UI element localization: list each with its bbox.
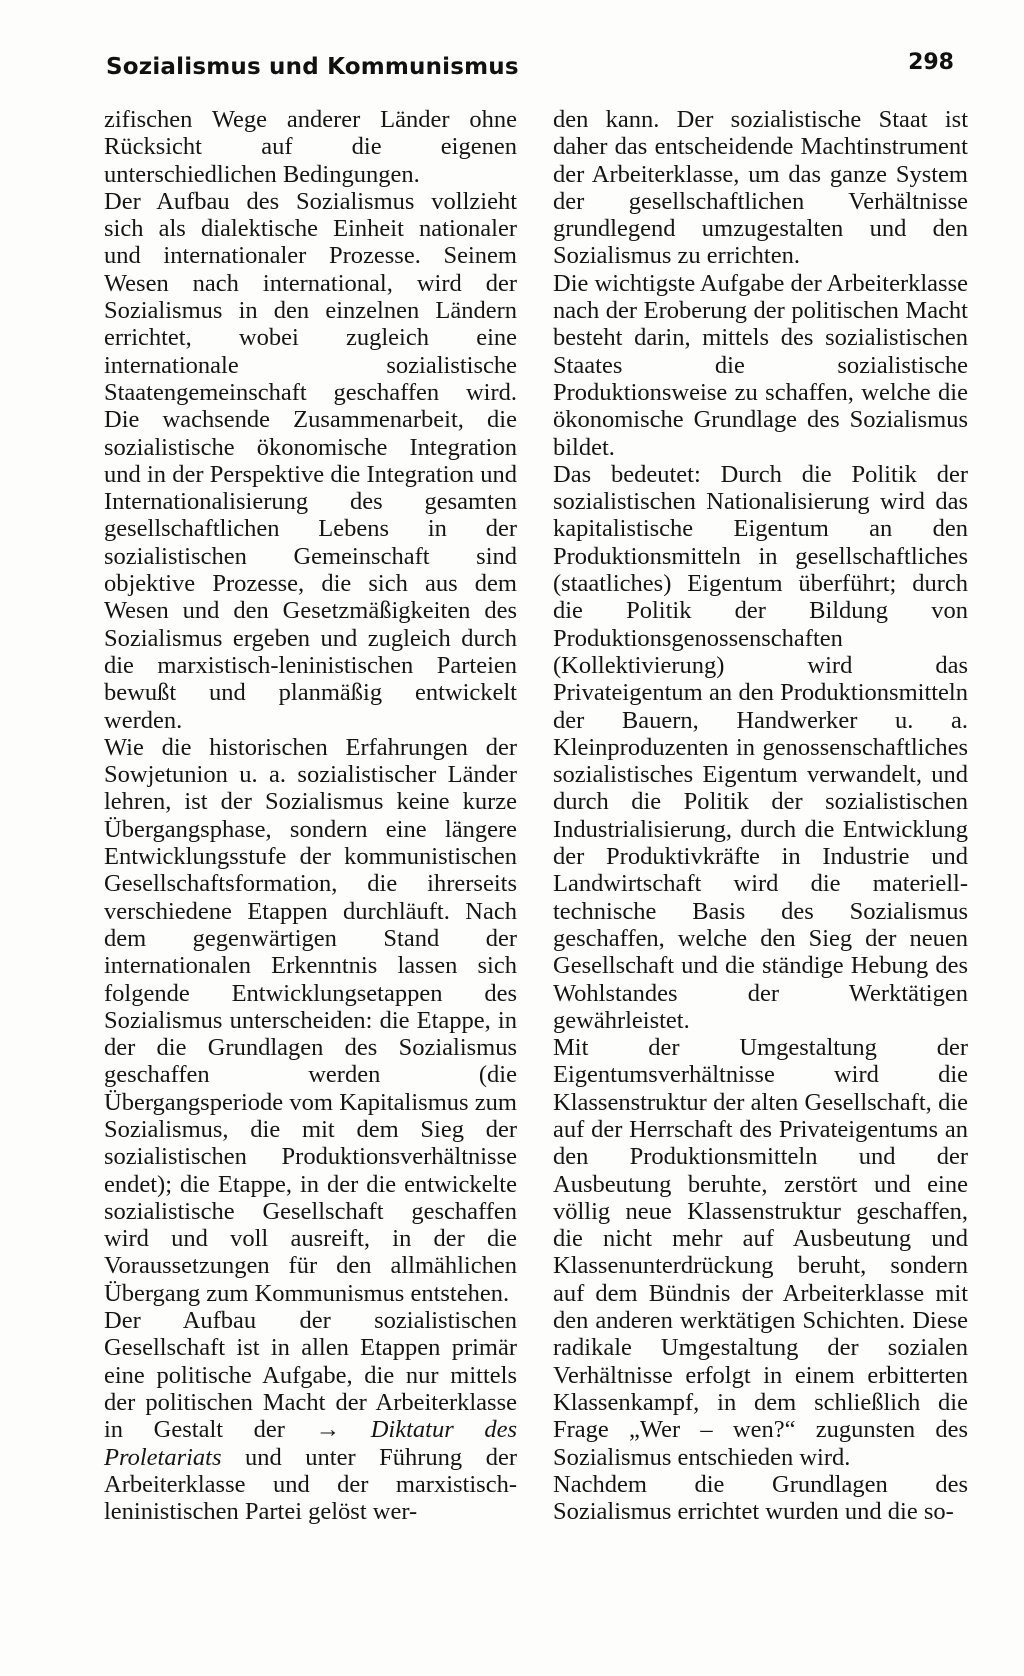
cross-reference-arrow-icon: → [315, 1416, 341, 1444]
left-paragraph-4-text-after: und unter Führung der Arbeiterklasse und der marxistisch-leninistischen Partei gelöst wer- [104, 1443, 517, 1526]
left-column [104, 106, 517, 1525]
left-paragraph-3: Wie die historischen Erfahrungen der Sowjetunion u. a. sozialistischer Länder lehren, ist der Sozialismus keine kurze Übergangsphase, sondern eine längere Entwicklungsstufe der kommunistischen Gesellschaftsformation, die ihrerseits verschiedene Etappen durchläuft. Nach dem gegenwärtigen Stand der internationalen Erkenntnis lassen sich folgende Entwicklungsetappen des Sozialismus unterscheiden: die Etappe, in der die Grundlagen des Sozialismus geschaffen werden (die Übergangsperiode vom Kapitalismus zum Sozialismus, die mit dem Sieg der sozialistischen Produktionsverhältnisse endet); die Etappe, in der die entwickelte sozialistische Gesellschaft geschaffen wird und voll ausreift, in der die Voraussetzungen für den allmählichen Übergang zum Kommunismus entstehen. [104, 733, 517, 1307]
left-paragraph-2: Der Aufbau des Sozialismus vollzieht sich als dialektische Einheit nationaler und internationaler Prozesse. Seinem Wesen nach international, wird der Sozialismus in den einzelnen Ländern errichtet, wobei zugleich eine internationale sozialistische Staatengemeinschaft geschaffen wird. Die wachsende Zusammenarbeit, die sozialistische ökonomische Integration und in der Perspektive die Integration und Internationalisierung des gesamten gesellschaftlichen Lebens in der sozialistischen Gemeinschaft sind objektive Prozesse, die sich aus dem Wesen und den Gesetzmäßigkeiten des Sozialismus ergeben und zugleich durch die marxistisch-leninistischen Parteien bewußt und planmäßig entwickelt werden. [104, 187, 517, 734]
left-paragraph-1: zifischen Wege anderer Länder ohne Rücksicht auf die eigenen unterschiedlichen Bedingungen. [104, 106, 517, 188]
cross-reference-link[interactable]: Diktatur des Proletariats [104, 1416, 518, 1471]
right-paragraph-2: Die wichtigste Aufgabe der Arbeiterklasse nach der Eroberung der politischen Macht besteht darin, mittels des sozialistischen Staates die sozialistische Produktionsweise zu schaffen, welche die ökonomische Grundlage des Sozialismus bildet. [553, 269, 969, 461]
right-paragraph-4: Mit der Umgestaltung der Eigentumsverhältnisse wird die Klassenstruktur der alten Gesellschaft, die auf der Herrschaft des Privateigentums an den Produktionsmitteln und der Ausbeutung beruhte, zerstört und eine völlig neue Klassenstruktur geschaffen, die nicht mehr auf Ausbeutung und Klassenunterdrückung beruht, sondern auf dem Bündnis der Arbeiterklasse mit den anderen werktätigen Schichten. Diese radikale Umgestaltung der sozialen Verhältnisse erfolgt in einem erbitterten Klassenkampf, in dem schließlich die Frage „Wer – wen?“ zugunsten des Sozialismus entschieden wird. [553, 1034, 968, 1471]
right-column [553, 106, 968, 1525]
right-paragraph-3: Das bedeutet: Durch die Politik der sozialistischen Nationalisierung wird das kapitalistische Eigentum an den Produktionsmitteln in gesellschaftliches (staatliches) Eigentum überführt; durch die Politik der Bildung von Produktionsgenossenschaften (Kollektivierung) wird das Privateigentum an den Produktionsmitteln der Bauern, Handwerker u. a. Kleinproduzenten in genossenschaftliches sozialistisches Eigentum verwandelt, und durch die Politik der sozialistischen Industrialisierung, durch die Entwicklung der Produktivkräfte in Industrie und Landwirtschaft wird die materiell-technische Basis des Sozialismus geschaffen, welche den Sieg der neuen Gesellschaft und die ständige Hebung des Wohlstandes der Werktätigen gewährleistet. [553, 460, 968, 1034]
page-header [106, 50, 954, 90]
right-paragraph-5: Nachdem die Grundlagen des Sozialismus errichtet wurden und die so- [553, 1470, 968, 1526]
left-paragraph-4 [104, 1307, 517, 1525]
page-number: 298 [908, 50, 954, 75]
running-head: Sozialismus und Kommunismus [106, 54, 519, 80]
right-paragraph-1: den kann. Der sozialistische Staat ist daher das entscheidende Machtinstrument der Arbeiterklasse, um das ganze System der gesellschaftlichen Verhältnisse grundlegend umzugestalten und den Sozialismus zu errichten. [553, 106, 968, 270]
left-paragraph-4-text-before: Der Aufbau der sozialistischen Gesellschaft ist in allen Etappen primär eine politische Aufgabe, die nur mittels der politischen Macht der Arbeiterklasse in Gestalt der [104, 1307, 517, 1444]
